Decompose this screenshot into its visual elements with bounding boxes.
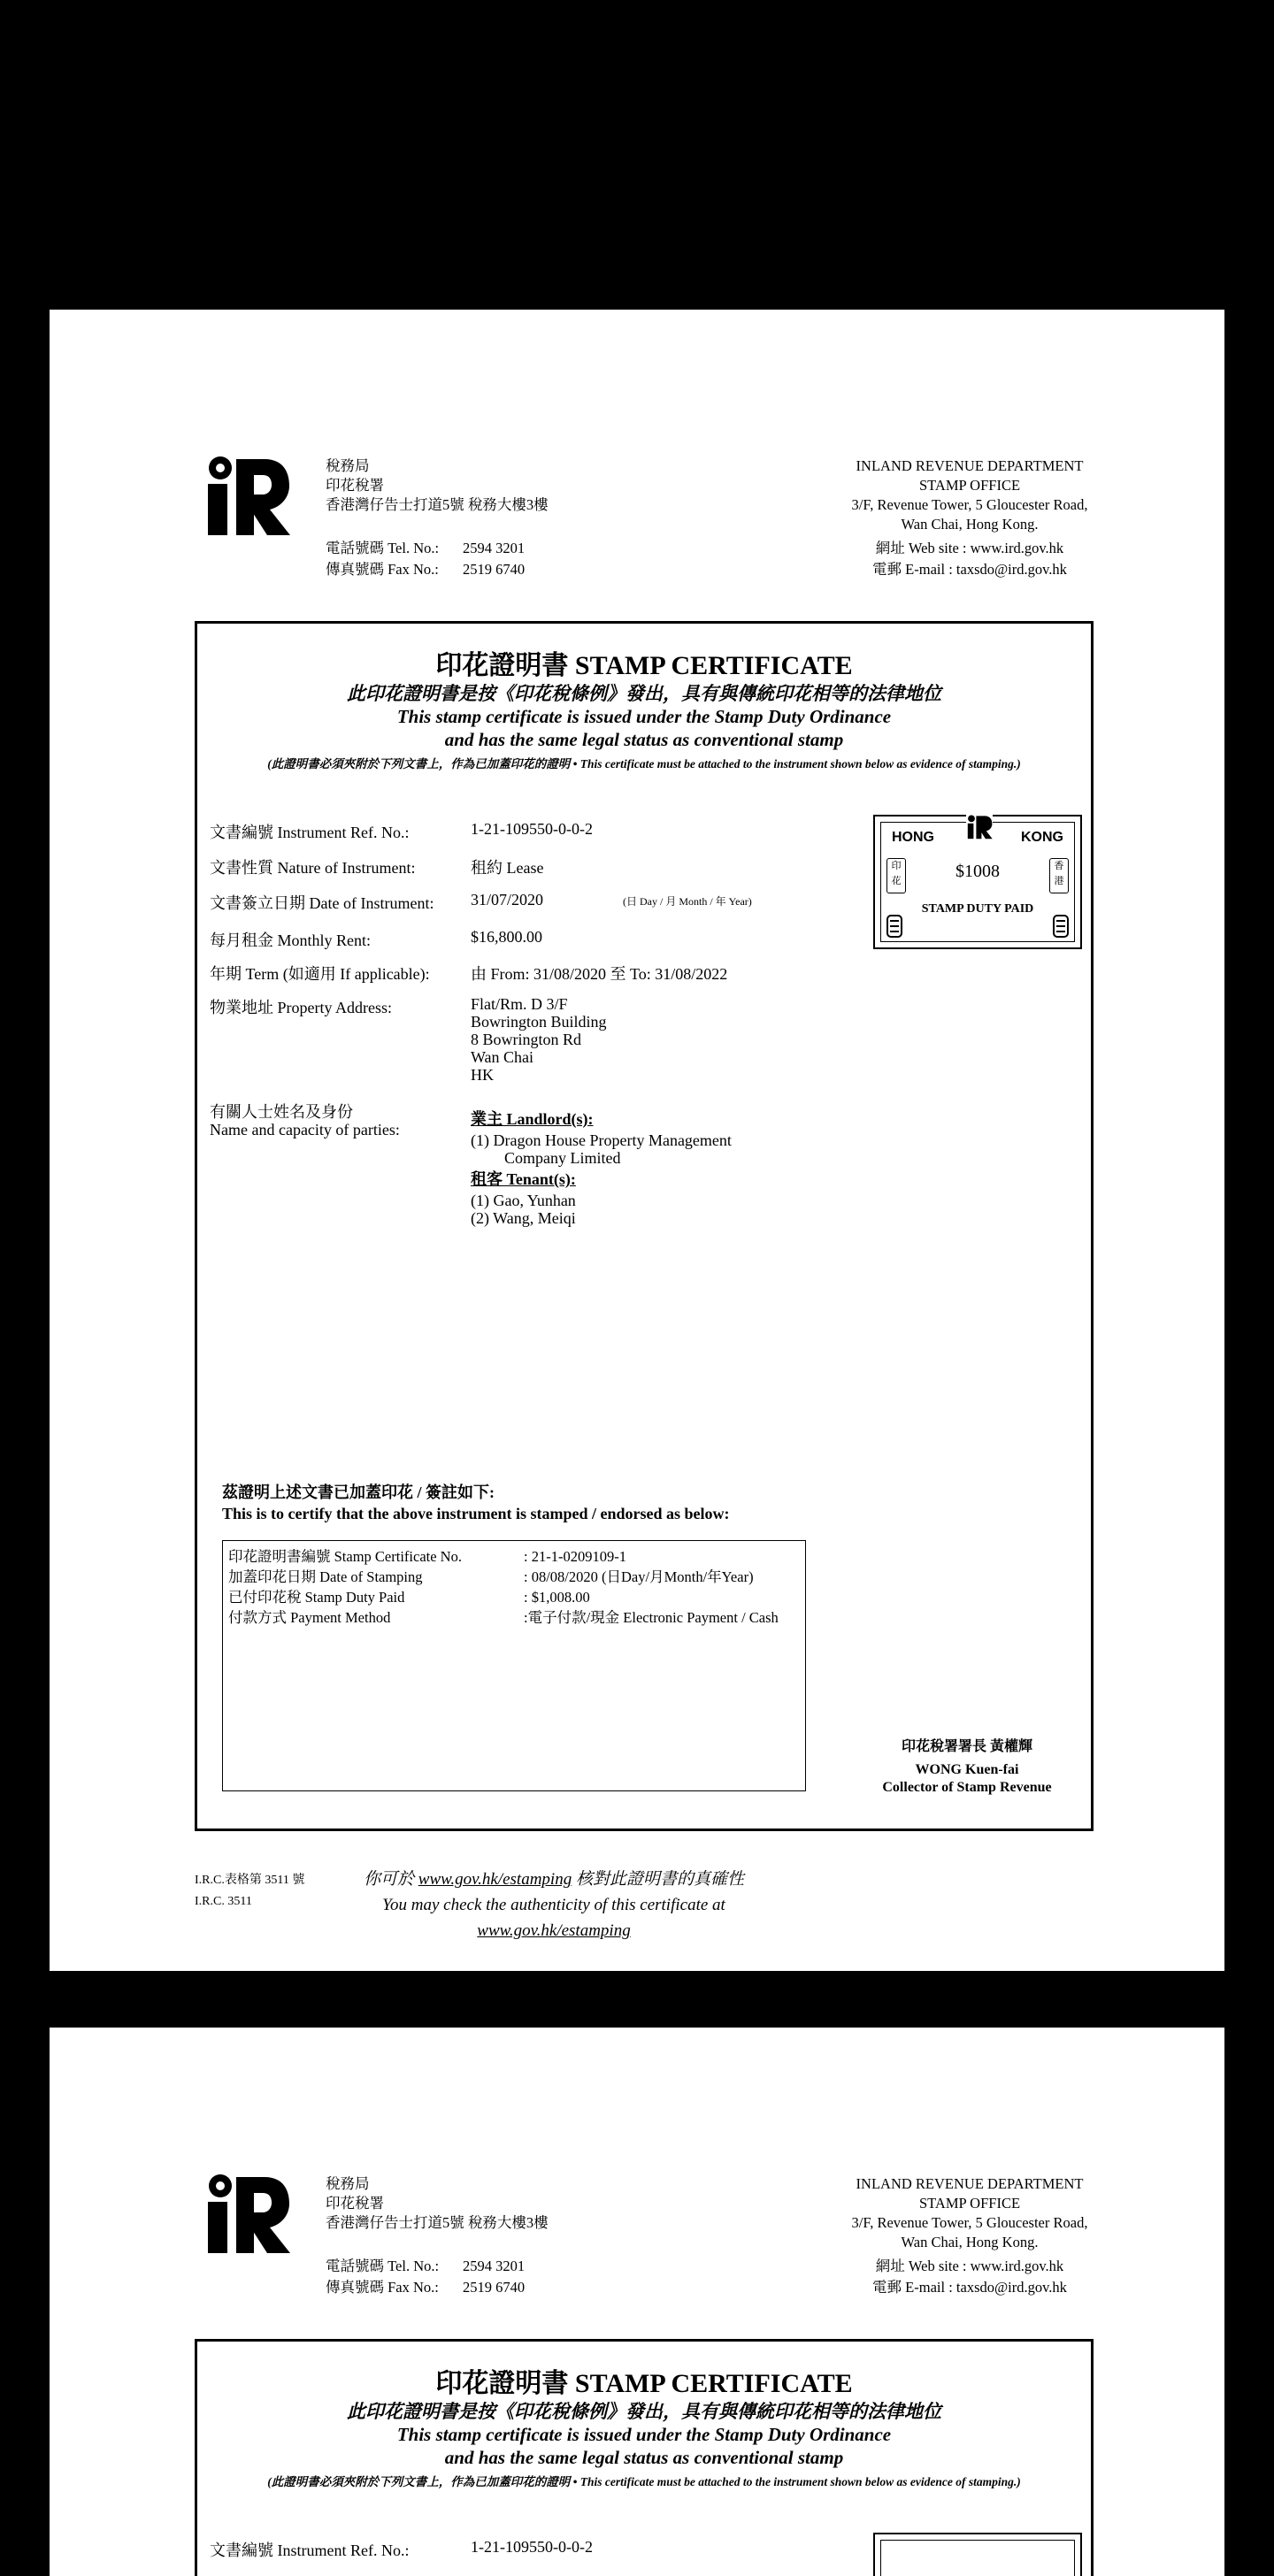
document-page-1 <box>50 310 1224 1971</box>
stamp-ir-logo-icon <box>966 814 993 840</box>
web-email: 網址 Web site : www.ird.gov.hk 電郵 E-mail : taxsdo@ird.gov.hk <box>872 540 1067 578</box>
stamp-certificate-box: 印花證明書 STAMP CERTIFICATE 此印花證明書是按《印花稅條例》發出，具有與傳統印花相等的法律地位 This stamp certificate is issued under the Stamp Duty Ordinance and has the same legal status as conventional stamp (此證明書必須夾附於下列文書上，作為已加蓋印花的證明 • This certificate must be attached to the instrument shown below as evidence of stamping.) 文書編號 Instrument Ref. No.: 1-21-109550-0-0-2 文書性質 Nature of Instrument: 租約 Lease 文書簽立日期 Date of Instrument: 31/07/2020 (日 Day / 月 Month / 年 Year) 每月租金 Monthly Rent: $16,800.00 年期 Term (如適用 If applicable): 由 From: 31/08/2020 至 To: 31/08/2022 物業地址 Property Address: Flat/Rm. D 3/F Bowrington Building 8 Bowrington Rd Wan Chai HK 有關人士姓名及身份 Name and capacity of parties: 業主 Landlord(s): (1) Dragon House Property Management Company Limited 租客 Tenant(s): (1) Gao, Yunhan (2) Wang, Meiqi HONG KONG 印花 $1008 香港 STAMP DUTY PAID 茲證明上述文書已加蓋印花 / 簽註如下: This is to certify that the above instrument is stamped / endorsed as below: 印花證明書編號 Stamp Certificate No. : 21-1-0209109-1 加蓋印花日期 Date of Stamping : 08/08/2020 (日Day/月Month/年Year) 已付印花稅 Stamp Duty Paid : $1,008.00 付款方式 Payment Method :電子付款/現金 Electronic Payment / Cash 印花稅署署長 黃權輝 WONG Kuen-fai Collector of Stamp Revenue <box>195 621 1094 1831</box>
stamp-certificate-box: 印花證明書 STAMP CERTIFICATE 此印花證明書是按《印花稅條例》發出，具有與傳統印花相等的法律地位 This stamp certificate is issued under the Stamp Duty Ordinance and has the same legal status as conventional stamp (此證明書必須夾附於下列文書上，作為已加蓋印花的證明 • This certificate must be attached to the instrument shown below as evidence of stamping.) 文書編號 Instrument Ref. No.: 1-21-109550-0-0-2 <box>195 2339 1094 2576</box>
certificate-subtitle: 此印花證明書是按《印花稅條例》發出，具有與傳統印花相等的法律地位 This stamp certificate is issued under the Stamp Duty Ordinance and has the same legal status as conventional stamp <box>347 2401 941 2468</box>
stamp-duty-paid-stamp: HONG KONG 印花 $1008 香港 STAMP DUTY PAID <box>873 815 1082 949</box>
certificate-subtitle: 此印花證明書是按《印花稅條例》發出，具有與傳統印花相等的法律地位 This stamp certificate is issued under the Stamp Duty Ordinance and has the same legal status as conventional stamp <box>347 683 941 750</box>
collector-signature: 印花稅署署長 黃權輝 WONG Kuen-fai Collector of Stamp Revenue <box>882 1739 1052 1795</box>
verification-note: 你可於 www.gov.hk/estamping 核對此證明書的真確性 You may check the authenticity of this certificate at www.gov.hk/estamping <box>364 1870 744 1940</box>
certification-statement: 茲證明上述文書已加蓋印花 / 簽註如下: This is to certify that the above instrument is stamped / endorsed as below: <box>222 1484 730 1522</box>
certificate-title: 印花證明書 STAMP CERTIFICATE <box>435 2369 853 2398</box>
attachment-note: (此證明書必須夾附於下列文書上，作為已加蓋印花的證明 • This certificate must be attached to the instrument shown below as evidence of stamping.) <box>267 2475 1021 2488</box>
phone-fax: 電話號碼 Tel. No.: 2594 3201 傳真號碼 Fax No.: 2519 6740 <box>326 2258 526 2296</box>
attachment-note: (此證明書必須夾附於下列文書上，作為已加蓋印花的證明 • This certificate must be attached to the instrument shown below as evidence of stamping.) <box>267 757 1021 770</box>
form-number: I.R.C.表格第 3511 號 I.R.C. 3511 <box>195 1874 305 1908</box>
office-address-zh: 稅務局 印花稅署 香港灣仔告士打道5號 稅務大樓3樓 <box>326 2175 549 2231</box>
document-page-2 <box>50 2028 1224 2576</box>
phone-fax: 電話號碼 Tel. No.: 2594 3201 傳真號碼 Fax No.: 2519 6740 <box>326 540 526 578</box>
estamping-link-en[interactable]: www.gov.hk/estamping <box>477 1921 631 1940</box>
stamp-certificate-number: : 21-1-0209109-1 <box>524 1548 626 1565</box>
landlord-heading: 業主 Landlord(s): <box>471 1110 594 1128</box>
estamping-link-zh[interactable]: www.gov.hk/estamping <box>418 1870 572 1889</box>
tenant-heading: 租客 Tenant(s): <box>471 1170 576 1188</box>
ird-logo-icon <box>203 2174 291 2255</box>
office-address-zh: 稅務局 印花稅署 香港灣仔告士打道5號 稅務大樓3樓 <box>326 457 549 513</box>
office-address-en: INLAND REVENUE DEPARTMENT STAMP OFFICE 3/F, Revenue Tower, 5 Gloucester Road, Wan Chai, Hong Kong. <box>851 2175 1088 2250</box>
web-email: 網址 Web site : www.ird.gov.hk 電郵 E-mail : taxsdo@ird.gov.hk <box>872 2258 1067 2296</box>
certificate-title: 印花證明書 STAMP CERTIFICATE <box>435 651 853 680</box>
office-address-en: INLAND REVENUE DEPARTMENT STAMP OFFICE 3/F, Revenue Tower, 5 Gloucester Road, Wan Chai, Hong Kong. <box>851 457 1088 533</box>
stamping-details-box: 印花證明書編號 Stamp Certificate No. : 21-1-0209109-1 加蓋印花日期 Date of Stamping : 08/08/2020 (日Day/月Month/年Year) 已付印花稅 Stamp Duty Paid : $1,008.00 付款方式 Payment Method :電子付款/現金 Electronic Payment / Cash <box>222 1540 806 1791</box>
stamp-ornament-right-icon <box>1053 915 1069 938</box>
ird-logo-icon <box>203 456 291 537</box>
stamp-duty-paid-stamp <box>873 2533 1082 2576</box>
stamp-amount: $1008 <box>956 862 1000 881</box>
stamp-ornament-left-icon <box>886 915 902 938</box>
